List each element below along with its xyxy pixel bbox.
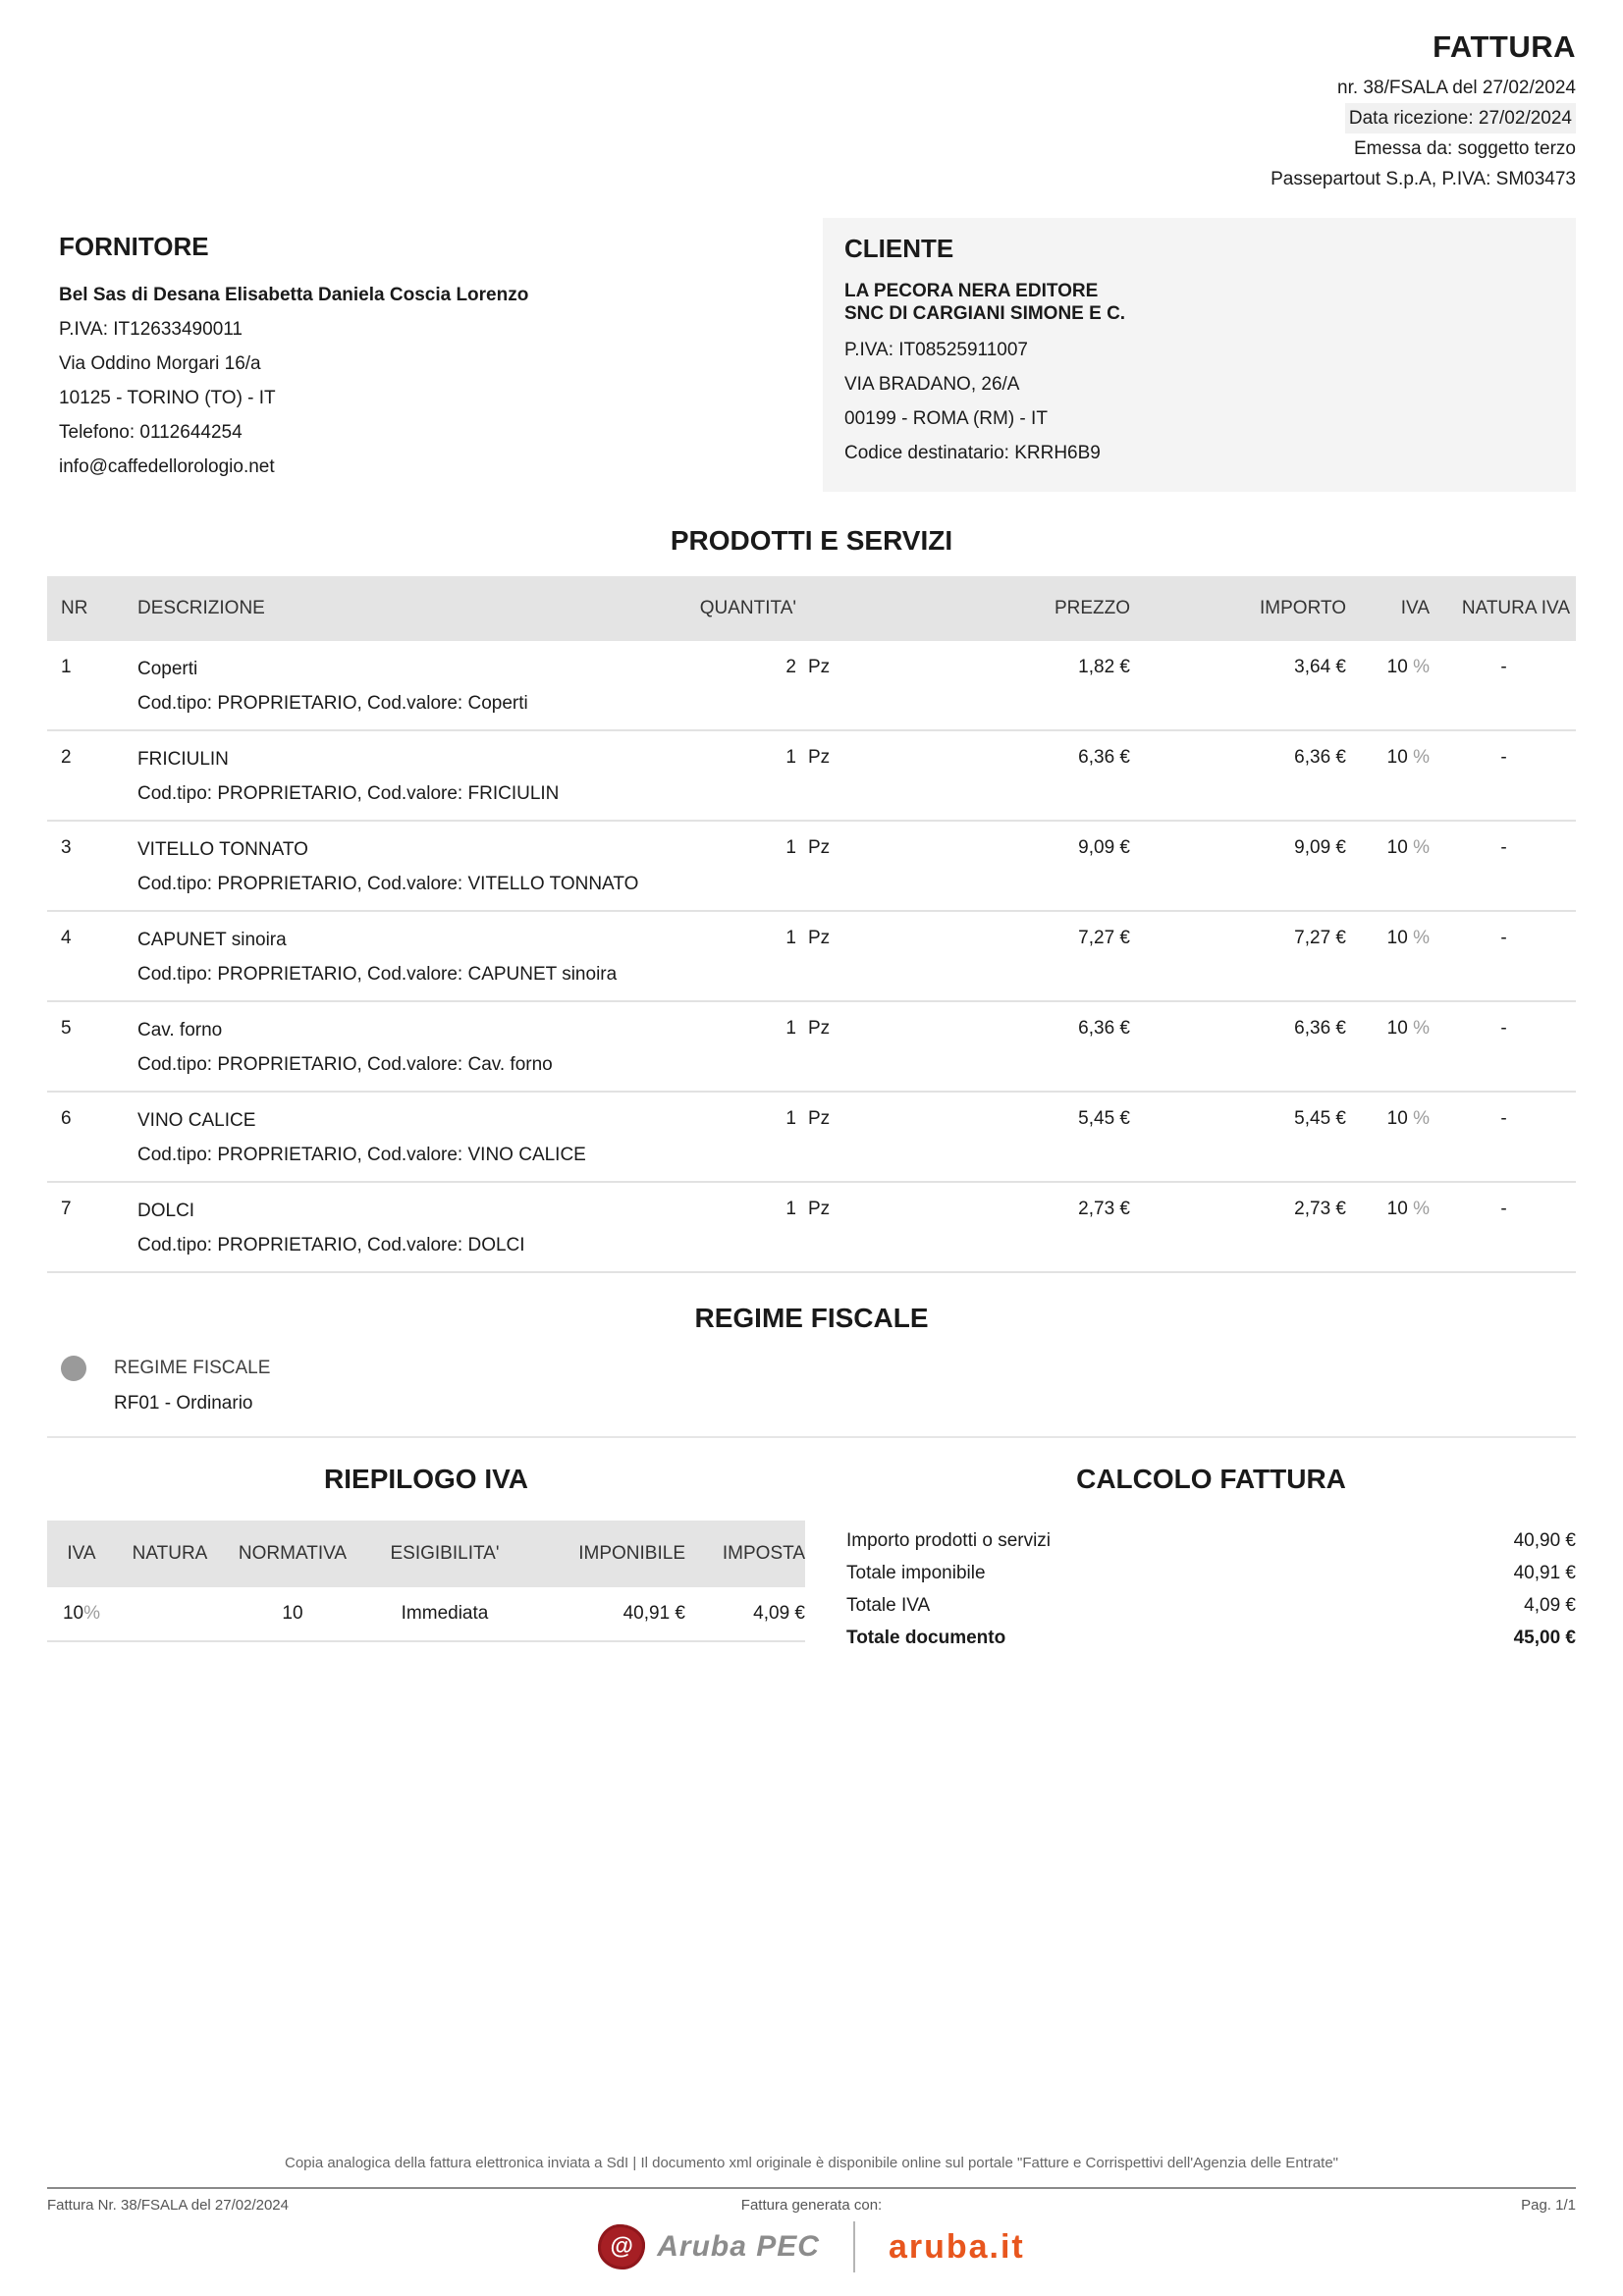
- item-unit: Pz: [808, 1199, 831, 1219]
- calc-row: [846, 1524, 1576, 1557]
- vat-norm: 10: [282, 1603, 303, 1624]
- client-city: 00199 - ROMA (RM) - IT: [844, 408, 1048, 429]
- item-vat-nature: -: [1500, 747, 1507, 768]
- item-vat-nature: -: [1500, 1108, 1507, 1129]
- parties-section: [47, 218, 1576, 492]
- item-nr: 2: [61, 747, 72, 768]
- vat-col-esigibilita: ESIGIBILITA': [390, 1543, 500, 1564]
- item-unit: Pz: [808, 1108, 831, 1129]
- item-nr: 7: [61, 1199, 72, 1219]
- item-quantity: 1: [785, 837, 796, 858]
- vat-taxable: 40,91 €: [622, 1603, 685, 1624]
- table-row: [47, 912, 1576, 1002]
- issued-by-line: Emessa da: soggetto terzo: [1353, 138, 1576, 159]
- item-nr: 5: [61, 1018, 72, 1039]
- item-description: FRICIULIN: [137, 749, 229, 770]
- aruba-pec-logo-text: Aruba PEC: [657, 2230, 820, 2263]
- item-price: 7,27 €: [1078, 928, 1130, 948]
- calc-value: 45,00 €: [1513, 1628, 1576, 1648]
- client-block: [823, 218, 1576, 492]
- aruba-pec-logo: [598, 2224, 820, 2269]
- client-name-line1: LA PECORA NERA EDITORE: [844, 281, 1099, 301]
- client-address: VIA BRADANO, 26/A: [844, 374, 1020, 395]
- item-price: 2,73 €: [1078, 1199, 1130, 1219]
- calc-value: 4,09 €: [1524, 1595, 1576, 1616]
- item-description: Cav. forno: [137, 1020, 223, 1041]
- item-vat: 10 %: [1386, 928, 1430, 948]
- supplier-block: [47, 218, 823, 492]
- logo-separator: [853, 2221, 855, 2272]
- vat-nature: [116, 1603, 224, 1625]
- supplier-address: Via Oddino Morgari 16/a: [59, 353, 261, 374]
- footer-invoice-ref: Fattura Nr. 38/FSALA del 27/02/2024: [47, 2197, 289, 2214]
- item-vat-nature: -: [1500, 928, 1507, 948]
- footer-logos: [47, 2221, 1576, 2272]
- item-code: Cod.tipo: PROPRIETARIO, Cod.valore: DOLCI: [137, 1235, 525, 1255]
- vat-table-header: [47, 1521, 805, 1587]
- page-title: FATTURA: [1433, 29, 1576, 64]
- calc-value: 40,90 €: [1513, 1530, 1576, 1551]
- page-number: Pag. 1/1: [1521, 2197, 1576, 2214]
- item-description: CAPUNET sinoira: [137, 930, 287, 950]
- table-row: [47, 1093, 1576, 1183]
- products-table-header: [47, 576, 1576, 641]
- vat-col-normativa: NORMATIVA: [238, 1543, 348, 1564]
- regime-section-title: REGIME FISCALE: [694, 1303, 929, 1333]
- item-amount: 9,09 €: [1294, 837, 1346, 858]
- item-vat: 10 %: [1386, 1018, 1430, 1039]
- calc-label: Totale IVA: [846, 1595, 931, 1616]
- vat-col-natura: NATURA: [132, 1543, 208, 1564]
- calc-row: [846, 1589, 1576, 1622]
- invoice-calc-block: [846, 1464, 1576, 1654]
- vat-rate: 10%: [62, 1603, 101, 1624]
- vat-summary-title: RIEPILOGO IVA: [324, 1464, 528, 1494]
- item-unit: Pz: [808, 1018, 831, 1039]
- item-description: Coperti: [137, 659, 198, 679]
- item-code: Cod.tipo: PROPRIETARIO, Cod.valore: Cav. forno: [137, 1054, 553, 1075]
- item-nr: 3: [61, 837, 72, 858]
- footer-divider: [47, 2187, 1576, 2189]
- vat-tax: 4,09 €: [753, 1603, 805, 1624]
- client-heading: CLIENTE: [844, 234, 954, 263]
- invoice-number-line: nr. 38/FSALA del 27/02/2024: [1337, 78, 1576, 98]
- item-quantity: 1: [785, 747, 796, 768]
- item-amount: 3,64 €: [1294, 657, 1346, 677]
- aruba-it-logo-text: aruba.it: [888, 2227, 1025, 2266]
- supplier-email: info@caffedellorologio.net: [59, 456, 275, 477]
- item-price: 5,45 €: [1078, 1108, 1130, 1129]
- item-nr: 6: [61, 1108, 72, 1129]
- item-description: VITELLO TONNATO: [137, 839, 308, 860]
- vat-exigibility: Immediata: [401, 1603, 489, 1624]
- summary-section: [47, 1464, 1576, 1654]
- item-amount: 6,36 €: [1294, 1018, 1346, 1039]
- item-vat: 10 %: [1386, 657, 1430, 677]
- item-vat: 10 %: [1386, 837, 1430, 858]
- item-quantity: 1: [785, 1018, 796, 1039]
- item-price: 6,36 €: [1078, 1018, 1130, 1039]
- products-table: [47, 576, 1576, 1273]
- item-amount: 7,27 €: [1294, 928, 1346, 948]
- supplier-heading: FORNITORE: [59, 232, 209, 261]
- item-vat-nature: -: [1500, 837, 1507, 858]
- table-row: [47, 731, 1576, 822]
- item-nr: 4: [61, 928, 72, 948]
- item-code: Cod.tipo: PROPRIETARIO, Cod.valore: FRICIULIN: [137, 783, 560, 804]
- table-row: [47, 1002, 1576, 1093]
- item-price: 1,82 €: [1078, 657, 1130, 677]
- reception-date-line: Data ricezione: 27/02/2024: [1345, 103, 1576, 133]
- item-vat: 10 %: [1386, 747, 1430, 768]
- calc-label: Totale documento: [846, 1628, 1006, 1648]
- calc-row-total: [846, 1622, 1576, 1654]
- page-footer: [47, 2155, 1576, 2272]
- item-unit: Pz: [808, 837, 831, 858]
- divider: [47, 1436, 1576, 1438]
- calc-row: [846, 1557, 1576, 1589]
- item-quantity: 1: [785, 1199, 796, 1219]
- item-unit: Pz: [808, 928, 831, 948]
- item-nr: 1: [61, 657, 72, 677]
- item-code: Cod.tipo: PROPRIETARIO, Cod.valore: CAPUNET sinoira: [137, 964, 618, 985]
- products-section-title: PRODOTTI E SERVIZI: [670, 525, 953, 556]
- document-header: [47, 0, 1576, 194]
- column-header-quantita: QUANTITA': [699, 598, 796, 618]
- invoice-calc-title: CALCOLO FATTURA: [1076, 1464, 1346, 1494]
- footer-generated-label: Fattura generata con:: [740, 2197, 883, 2214]
- column-header-natura-iva: NATURA IVA: [1461, 598, 1570, 618]
- vat-col-imponibile: IMPONIBILE: [578, 1543, 685, 1564]
- column-header-nr: NR: [61, 598, 88, 618]
- item-code: Cod.tipo: PROPRIETARIO, Cod.valore: VITELLO TONNATO: [137, 874, 639, 894]
- item-code: Cod.tipo: PROPRIETARIO, Cod.valore: VINO CALICE: [137, 1145, 586, 1165]
- column-header-prezzo: PREZZO: [1054, 598, 1130, 618]
- item-quantity: 2: [785, 657, 796, 677]
- supplier-name: Bel Sas di Desana Elisabetta Daniela Coscia Lorenzo: [59, 285, 529, 305]
- item-vat-nature: -: [1500, 1199, 1507, 1219]
- supplier-city: 10125 - TORINO (TO) - IT: [59, 388, 276, 408]
- table-row: [47, 822, 1576, 912]
- item-quantity: 1: [785, 1108, 796, 1129]
- item-description: VINO CALICE: [137, 1110, 256, 1131]
- client-name-line2: SNC DI CARGIANI SIMONE E C.: [844, 303, 1126, 324]
- item-amount: 5,45 €: [1294, 1108, 1346, 1129]
- item-vat: 10 %: [1386, 1199, 1430, 1219]
- calc-label: Totale imponibile: [846, 1563, 986, 1583]
- circle-bullet-icon: [61, 1356, 86, 1381]
- supplier-phone: Telefono: 0112644254: [59, 422, 243, 443]
- document-meta: [47, 73, 1576, 194]
- item-price: 6,36 €: [1078, 747, 1130, 768]
- regime-row: [47, 1356, 1576, 1381]
- item-price: 9,09 €: [1078, 837, 1130, 858]
- column-header-descrizione: DESCRIZIONE: [137, 598, 265, 618]
- vat-col-imposta: IMPOSTA: [722, 1543, 805, 1564]
- supplier-vat: P.IVA: IT12633490011: [59, 319, 243, 340]
- item-unit: Pz: [808, 747, 831, 768]
- item-vat: 10 %: [1386, 1108, 1430, 1129]
- item-code: Cod.tipo: PROPRIETARIO, Cod.valore: Coperti: [137, 693, 528, 714]
- vat-table-row: [47, 1587, 805, 1642]
- item-vat-nature: -: [1500, 1018, 1507, 1039]
- transmitter-line: Passepartout S.p.A, P.IVA: SM03473: [1271, 169, 1576, 189]
- item-quantity: 1: [785, 928, 796, 948]
- footer-note: Copia analogica della fattura elettronica inviata a SdI | Il documento xml originale è disponibile online sul portale "Fatture e Corrispettivi dell'Agenzia delle Entrate": [284, 2155, 1338, 2171]
- item-unit: Pz: [808, 657, 831, 677]
- column-header-iva: IVA: [1400, 598, 1430, 618]
- column-header-importo: IMPORTO: [1260, 598, 1346, 618]
- calc-value: 40,91 €: [1513, 1563, 1576, 1583]
- item-vat-nature: -: [1500, 657, 1507, 677]
- client-destination-code: Codice destinatario: KRRH6B9: [844, 443, 1101, 463]
- regime-value: RF01 - Ordinario: [114, 1393, 253, 1414]
- calc-label: Importo prodotti o servizi: [846, 1530, 1052, 1551]
- item-description: DOLCI: [137, 1201, 195, 1221]
- item-amount: 2,73 €: [1294, 1199, 1346, 1219]
- table-row: [47, 641, 1576, 731]
- footer-row: [47, 2197, 1576, 2214]
- at-seal-icon: @: [598, 2224, 645, 2269]
- table-row: [47, 1183, 1576, 1273]
- vat-summary-block: [47, 1464, 805, 1654]
- item-amount: 6,36 €: [1294, 747, 1346, 768]
- vat-col-iva: IVA: [67, 1543, 96, 1564]
- regime-label: REGIME FISCALE: [114, 1358, 271, 1378]
- client-vat: P.IVA: IT08525911007: [844, 340, 1028, 360]
